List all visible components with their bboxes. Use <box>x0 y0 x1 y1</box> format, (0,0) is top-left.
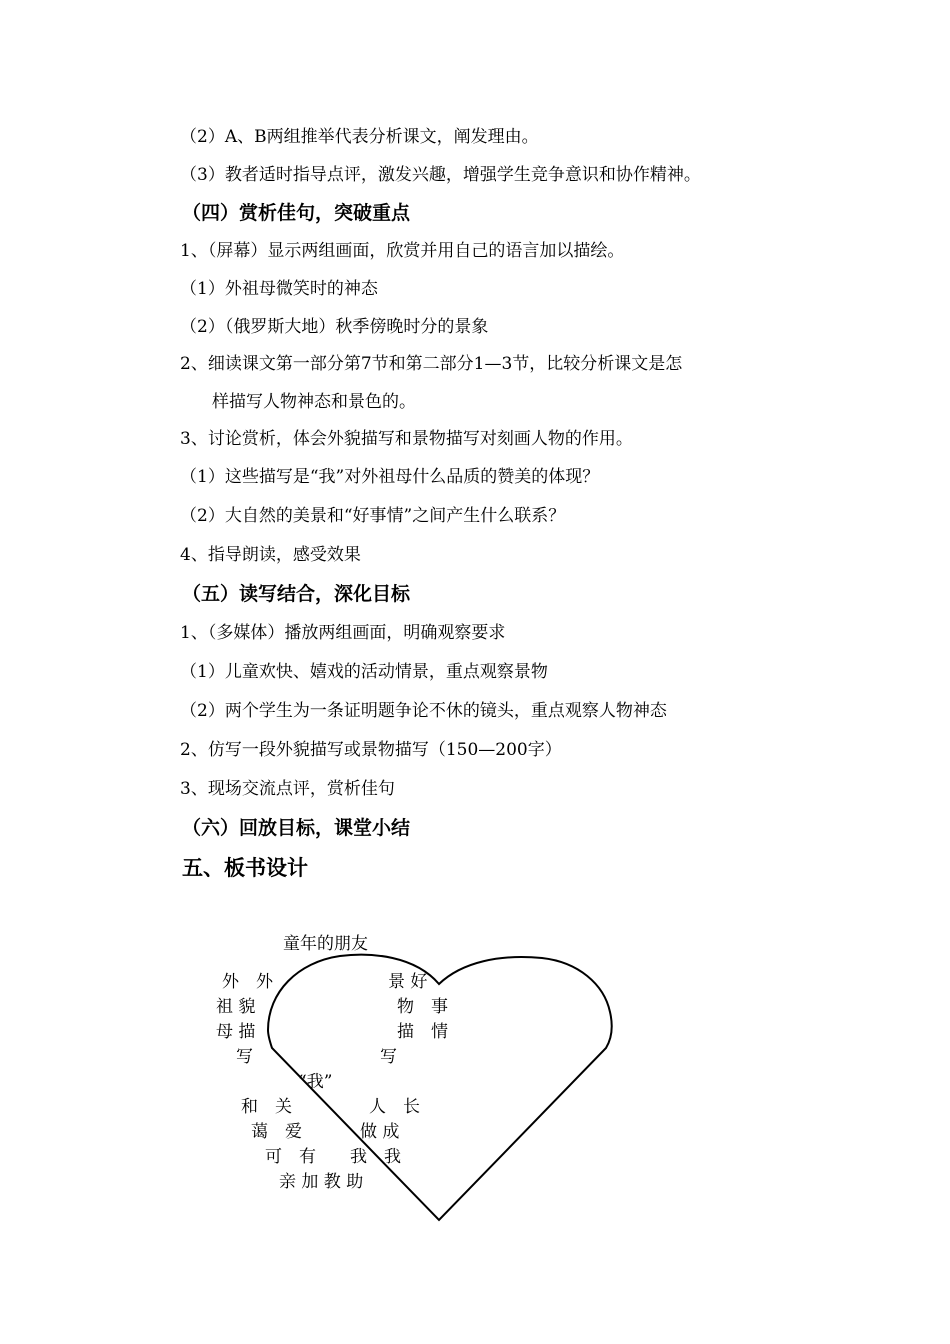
text-line: 1、（多媒体）播放两组画面，明确观察要求 <box>180 623 506 643</box>
text-line: 3、讨论赏析，体会外貌描写和景物描写对刻画人物的作用。 <box>180 429 633 449</box>
board-text: 祖 貌 <box>216 997 256 1017</box>
text-line: （2）大自然的美景和“好事情”之间产生什么联系？ <box>180 506 566 526</box>
text-line: （2）A、B两组推举代表分析课文，阐发理由。 <box>180 127 539 147</box>
text-line: 2、仿写一段外貌描写或景物描写（150—200字） <box>180 740 562 760</box>
board-text: 亲 加 教 助 <box>279 1172 364 1192</box>
board-text: 写 <box>380 1047 397 1067</box>
text-line: （1）儿童欢快、嬉戏的活动情景，重点观察景物 <box>180 662 548 682</box>
board-text: 写 <box>236 1047 253 1067</box>
text-line: （1）外祖母微笑时的神态 <box>180 279 378 299</box>
board-text: 物 事 <box>397 997 448 1017</box>
section-heading: 五、板书设计 <box>182 856 308 880</box>
board-text: 景 好 <box>388 972 428 992</box>
board-text: 描 情 <box>397 1022 448 1042</box>
text-line: 1、（屏幕）显示两组画面，欣赏并用自己的语言加以描绘。 <box>180 241 625 261</box>
text-line: （2）两个学生为一条证明题争论不休的镜头，重点观察人物神态 <box>180 701 667 721</box>
board-text: 蔼 爱 <box>251 1122 302 1142</box>
board-text: 和 关 <box>241 1097 292 1117</box>
board-text: 我 我 <box>350 1147 401 1167</box>
board-text: “我” <box>298 1072 333 1092</box>
board-text: 做 成 <box>360 1122 400 1142</box>
board-text: 母 描 <box>216 1022 256 1042</box>
board-text: 外 外 <box>222 972 273 992</box>
text-line: 3、现场交流点评，赏析佳句 <box>180 779 395 799</box>
section-heading: （六）回放目标，课堂小结 <box>182 817 411 839</box>
text-line: （1）这些描写是“我”对外祖母什么品质的赞美的体现？ <box>180 467 600 487</box>
board-title: 童年的朋友 <box>283 934 368 954</box>
text-line: 4、指导朗读，感受效果 <box>180 545 361 565</box>
text-line: （2）（俄罗斯大地）秋季傍晚时分的景象 <box>180 317 489 337</box>
board-text: 人 长 <box>369 1097 420 1117</box>
text-line: 2、细读课文第一部分第7节和第二部分1—3节，比较分析课文是怎 <box>180 354 683 374</box>
text-line: （3）教者适时指导点评，激发兴趣，增强学生竞争意识和协作精神。 <box>180 165 701 185</box>
board-text: 可 有 <box>265 1147 316 1167</box>
section-heading: （五）读写结合，深化目标 <box>182 583 411 605</box>
section-heading: （四）赏析佳句，突破重点 <box>182 202 411 224</box>
text-line: 样描写人物神态和景色的。 <box>212 392 416 412</box>
